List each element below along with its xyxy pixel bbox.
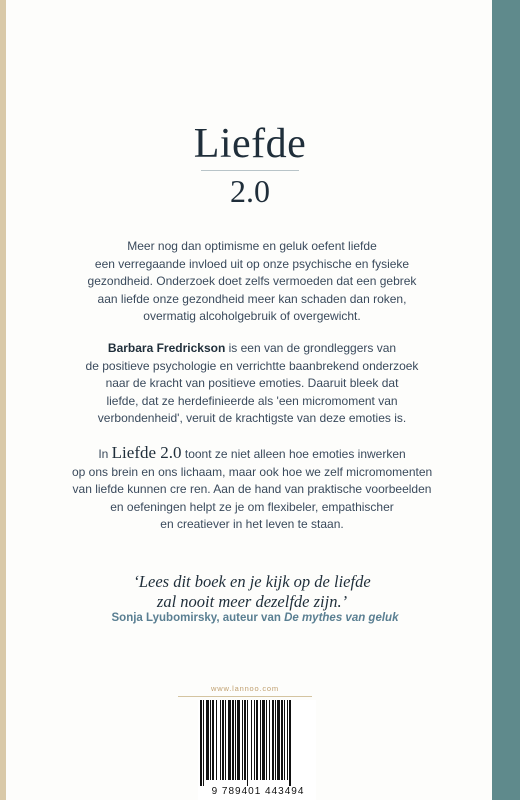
paragraph-line: Meer nog dan optimisme en geluk oefent liefde — [127, 239, 377, 253]
paragraph-line: van liefde kunnen cre ren. Aan de hand van praktische voorbeelden — [72, 482, 432, 496]
barcode-bar — [256, 700, 258, 780]
barcode-bar — [260, 700, 261, 780]
quote-line: zal nooit meer dezelfde zijn.’ — [156, 592, 348, 611]
paragraph-line: gezondheid. Onderzoek doet zelfs vermoeden dat een gebrek — [87, 274, 417, 288]
barcode-bar — [216, 700, 217, 780]
barcode-bar — [222, 700, 224, 780]
paragraph-line: aan liefde onze gezondheid meer kan schaden dan roken, — [97, 291, 407, 306]
left-spine-strip — [0, 0, 6, 800]
paragraph-text: toont ze niet alleen hoe emoties inwerken — [181, 447, 406, 461]
barcode-bar — [251, 700, 252, 780]
barcode-bar — [232, 700, 234, 780]
barcode-bar — [281, 700, 283, 780]
paragraph-text: In — [98, 447, 112, 461]
right-spine-strip — [492, 0, 520, 800]
paragraph-line: de positieve psychologie en verrichtte baanbrekend onderzoek — [85, 358, 419, 373]
barcode-bar — [254, 700, 255, 780]
barcode-bar — [272, 700, 274, 780]
paragraph-line: naar de kracht van positieve emoties. Daaruit bleek dat — [105, 376, 399, 390]
barcode-bar — [237, 700, 240, 780]
paragraph-line: een verregaande invloed uit op onze psychische en fysieke — [94, 256, 410, 271]
barcode-bar — [206, 700, 209, 780]
barcode-bar — [277, 700, 280, 780]
barcode-bar — [269, 700, 270, 780]
barcode-bar — [228, 700, 231, 780]
barcode-bar — [266, 700, 267, 780]
quote-attribution — [90, 612, 420, 624]
paragraph-line: liefde, dat ze herdefinieerde als 'een micromoment van — [106, 393, 398, 408]
publisher-divider — [178, 696, 312, 697]
blurb-paragraph-1 — [72, 238, 432, 326]
paragraph-line: verbondenheid', veruit de krachtigste van deze emoties is. — [97, 411, 407, 425]
author-name: Barbara Fredrickson — [107, 341, 226, 355]
barcode-bars — [198, 700, 316, 786]
barcode-bar — [262, 700, 265, 780]
barcode-bar — [244, 700, 246, 780]
inline-book-title: Liefde 2.0 — [111, 443, 182, 462]
blurb-paragraph-3 — [72, 444, 432, 534]
barcode-bar — [247, 700, 248, 786]
barcode-bar — [287, 700, 288, 780]
barcode-bar — [275, 700, 276, 780]
cover-title-block — [150, 122, 350, 209]
attribution-author: Sonja Lyubomirsky, auteur van — [111, 612, 285, 624]
isbn-number: 9 789401 443494 — [211, 786, 305, 797]
barcode-bar — [210, 700, 211, 780]
attribution-work: De mythes van geluk — [284, 612, 399, 624]
barcode-bar — [235, 700, 236, 780]
barcode — [198, 700, 316, 800]
paragraph-line: en creatiever in het leven te staan. — [160, 517, 344, 531]
paragraph-text: is een van de grondleggers van — [225, 341, 397, 355]
blurb-paragraph-2 — [72, 340, 432, 428]
paragraph-line — [72, 444, 432, 464]
paragraph-line: en oefeningen helpt ze je om flexibeler, empathischer — [110, 499, 394, 514]
quote-line: ‘Lees dit boek en je kijk op de liefde — [133, 572, 371, 591]
barcode-bar — [220, 700, 221, 780]
barcode-bar — [289, 700, 291, 786]
barcode-bar — [203, 700, 204, 786]
paragraph-line: op ons brein en ons lichaam, maar ook hoe we zelf micromomenten — [72, 464, 433, 479]
cover-title: Liefde — [193, 121, 307, 167]
barcode-bar — [225, 700, 226, 780]
paragraph-line — [72, 340, 432, 358]
barcode-bar — [200, 700, 202, 786]
publisher-website: www.lannoo.com — [211, 684, 279, 693]
cover-version: 2.0 — [230, 173, 270, 209]
endorsement-quote — [92, 572, 412, 612]
paragraph-line: overmatig alcoholgebruik of overgewicht. — [143, 309, 361, 323]
title-divider — [201, 170, 299, 171]
barcode-bar — [212, 700, 214, 780]
barcode-bar — [242, 700, 243, 780]
barcode-bar — [284, 700, 285, 780]
